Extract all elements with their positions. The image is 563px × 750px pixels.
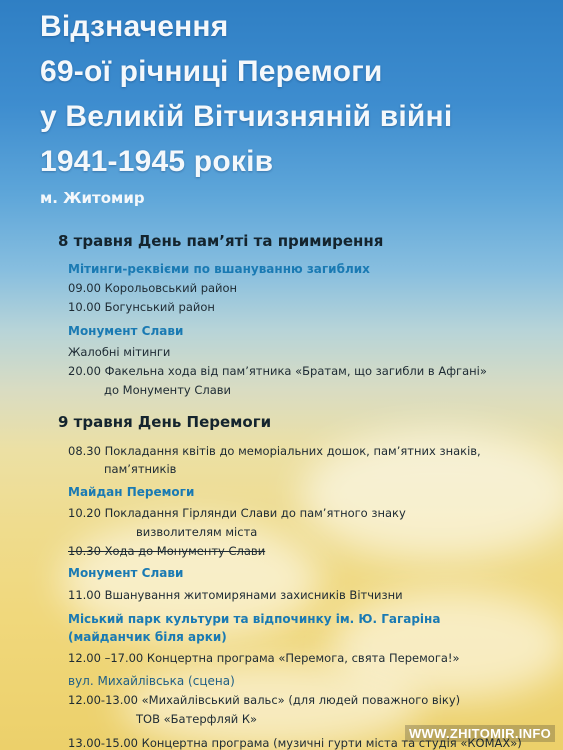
day1-venue-requiem: Мітинги-реквієми по вшануванню загиблих [68,262,370,276]
schedule-item: 12.00 –17.00 Концертна програма «Перемога, свята Перемога!» [68,651,460,665]
schedule-item: 08.30 Покладання квітів до меморіальних дошок, пам’ятних знаків, [68,444,481,458]
poster-title [40,4,452,184]
site-watermark: WWW.ZHITOMIR.INFO [405,725,555,742]
title-line-3: у Великій Вітчизняній війні [40,100,453,133]
schedule-item-continuation: визволителям міста [136,525,258,539]
day2-venue-monument: Монумент Слави [68,566,184,580]
title-line-1: Відзначення [40,10,229,43]
day1-heading: 8 травня День пам’яті та примирення [58,232,384,250]
day2-heading: 9 травня День Перемоги [58,413,272,431]
schedule-item-continuation: до Монументу Слави [104,383,232,397]
schedule-item: 10.20 Покладання Гірлянди Слави до пам’ятного знаку [68,506,406,520]
schedule-item: 09.00 Корольовський район [68,281,238,295]
schedule-item: 10.30 Хода до Монументу Слави [68,544,266,558]
day2-venue-maidan: Майдан Перемоги [68,485,195,499]
schedule-item: Жалобні мітинги [68,345,171,359]
day2-venue-park-note: (майданчик біля арки) [68,630,227,644]
title-line-2: 69-ої річниці Перемоги [40,55,383,88]
schedule-item-continuation: пам’ятників [104,462,177,476]
city-label: м. Житомир [40,189,145,207]
schedule-item: 20.00 Факельна хода від пам’ятника «Братам, що загибли в Афгані» [68,364,487,378]
title-line-4: 1941-1945 років [40,145,274,178]
day2-venue-mykhailivska: вул. Михайлівська (сцена) [68,674,235,688]
schedule-item: 12.00-13.00 «Михайлівський вальс» (для людей поважного віку) [68,693,461,707]
schedule-item: 10.00 Богунський район [68,300,215,314]
schedule-item: 13.00-15.00 Концертна програма (музичні гурти міста та студія «КОМАХ») [68,736,522,750]
schedule-item-continuation: ТОВ «Батерфляй К» [136,712,258,726]
schedule-item: 11.00 Вшанування житомирянами захисників Вітчизни [68,588,403,602]
day1-venue-monument: Монумент Слави [68,324,184,338]
day2-venue-park: Міський парк культури та відпочинку ім. Ю. Гагаріна [68,612,441,626]
